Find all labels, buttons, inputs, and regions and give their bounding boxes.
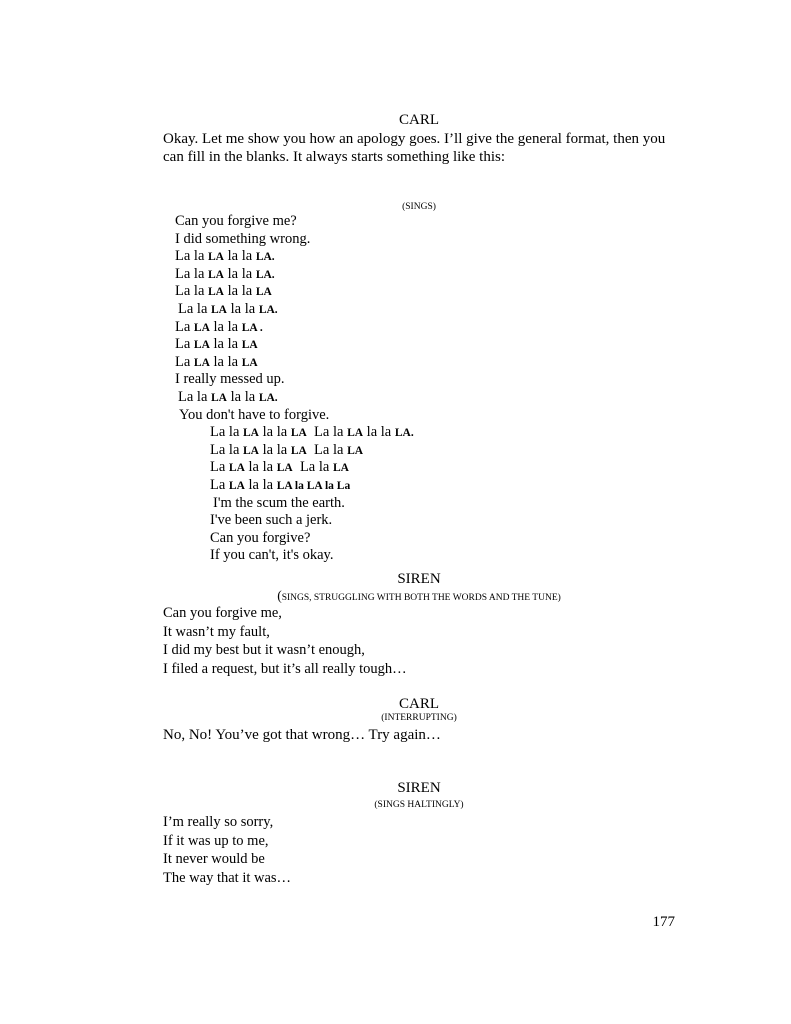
lyric-line: I’m really so sorry,: [163, 814, 274, 830]
lyric-line: [210, 459, 349, 477]
lyric-segment: You don't have to forgive.: [179, 406, 330, 423]
lyric-segment-bold: LA: [211, 304, 227, 316]
lyric-segment-bold: LA .: [241, 321, 263, 334]
speaker-siren-2: SIREN: [397, 780, 441, 796]
lyric-segment: La la: [210, 424, 244, 441]
speaker-carl-2: CARL: [398, 696, 439, 712]
lyric-segment: I really messed up.: [175, 371, 285, 388]
lyric-segment-bold: LA: [347, 427, 364, 440]
lyric-segment-bold: LA: [243, 444, 259, 457]
lyric-segment: la la: [209, 318, 242, 335]
dialogue-carl-interrupt: No, No! You’ve got that wrong… Try again…: [163, 727, 441, 743]
lyric-segment: la la: [209, 336, 242, 353]
lyric-segment: La la: [175, 248, 209, 265]
lyric-segment: la la: [224, 283, 256, 300]
lyric-segment-bold: LA: [276, 462, 293, 475]
lyric-line: [213, 495, 345, 512]
lyric-segment: La la: [175, 283, 209, 300]
lyric-segment-bold: LA: [255, 286, 272, 299]
lyric-line: [175, 283, 272, 301]
lyric-segment: La la: [175, 265, 209, 282]
lyric-segment: la la: [224, 248, 256, 265]
lyric-segment-bold: LA: [290, 444, 307, 457]
lyric-segment-bold: LA: [241, 356, 258, 369]
lyric-segment: La: [175, 318, 194, 335]
lyric-segment: la la: [224, 265, 256, 282]
lyric-line: [175, 319, 263, 337]
stage-direction-struggling: [163, 590, 675, 604]
lyric-line: Can you forgive me,: [163, 605, 282, 621]
lyric-segment-bold: LA: [193, 321, 210, 334]
direction-text: SINGS, STRUGGLING WITH BOTH THE WORDS AND THE TUNE): [281, 593, 561, 603]
lyric-segment: la la: [244, 459, 277, 476]
lyric-segment-bold: LA: [211, 392, 227, 404]
lyric-segment-bold: LA.: [255, 268, 275, 281]
lyric-segment: Can you forgive?: [210, 529, 311, 546]
lyric-segment: La la: [306, 441, 348, 458]
lyric-line: The way that it was…: [163, 869, 292, 886]
lyric-line: [175, 371, 285, 388]
lyric-segment: La la: [306, 424, 348, 441]
stage-direction-haltingly: (SINGS HALTINGLY): [374, 800, 464, 810]
lyric-segment-bold: LA: [208, 251, 224, 264]
lyric-segment: I'm the scum the earth.: [213, 494, 345, 511]
lyric-segment-bold: LA: [208, 286, 224, 299]
lyric-segment: Can you forgive me?: [175, 213, 297, 229]
lyric-line: [210, 512, 332, 529]
lyric-segment: La: [175, 353, 194, 370]
lyric-segment-bold: LA.: [258, 304, 278, 316]
lyric-line: [175, 266, 275, 284]
lyric-line: [175, 231, 310, 248]
lyric-segment: la la: [244, 477, 277, 493]
page-number: 177: [652, 914, 675, 930]
lyric-segment-bold: LA: [208, 268, 224, 281]
lyric-segment: la la: [227, 389, 259, 405]
lyric-segment: La la: [178, 389, 212, 405]
lyric-segment-bold: LA: [243, 427, 259, 440]
lyric-segment-bold: LA.: [394, 427, 414, 440]
lyric-line: [210, 424, 414, 442]
lyric-segment-bold: LA.: [255, 251, 275, 264]
lyric-line: It wasn’t my fault,: [163, 623, 270, 640]
lyric-segment: La: [175, 336, 194, 353]
lyric-segment-bold: LA: [347, 444, 364, 457]
lyric-segment: la la: [209, 353, 242, 370]
lyric-line: [175, 248, 275, 266]
lyric-segment: la la: [259, 424, 291, 441]
lyric-segment-bold: LA: [332, 462, 349, 475]
lyric-segment: La: [210, 477, 229, 493]
lyric-segment: La la: [210, 441, 244, 458]
lyric-segment-bold: LA: [241, 339, 258, 352]
lyric-segment-bold: LA: [193, 356, 210, 369]
lyric-segment: La la: [292, 459, 333, 476]
lyric-line: [210, 547, 333, 564]
lyric-segment: la la: [363, 424, 395, 441]
lyric-line: [210, 530, 310, 547]
lyric-segment-bold: LA: [290, 427, 307, 440]
stage-direction-interrupting: (INTERRUPTING): [381, 713, 457, 723]
lyric-segment: If you can't, it's okay.: [210, 547, 334, 564]
lyric-segment-bold: LA: [193, 339, 210, 352]
lyric-line: I did my best but it wasn’t enough,: [163, 642, 365, 658]
lyric-line: [210, 442, 363, 460]
lyric-segment: la la: [259, 441, 291, 458]
lyric-line: If it was up to me,: [163, 832, 269, 849]
lyric-line: [178, 389, 278, 407]
lyric-segment: La: [210, 459, 229, 476]
lyric-line: [175, 213, 297, 230]
speaker-carl: CARL: [398, 112, 439, 128]
dialogue-carl-intro: Okay. Let me show you how an apology goes. I’ll give the general format, then you can fill in the blanks. It always starts something like this:: [163, 131, 666, 165]
lyric-line: It never would be: [163, 851, 265, 867]
lyric-segment: I've been such a jerk.: [210, 512, 333, 529]
lyric-line: I filed a request, but it’s all really tough…: [163, 660, 407, 677]
direction-open-paren: (: [277, 588, 282, 603]
lyric-segment-bold: LA: [228, 462, 245, 475]
lyric-line: [175, 354, 258, 372]
stage-direction-sings: (SINGS): [402, 202, 436, 212]
lyric-segment: I did something wrong.: [175, 230, 311, 247]
lyric-line: [175, 336, 258, 354]
lyric-segment: La la: [178, 301, 212, 317]
lyric-segment-bold: LA.: [258, 392, 278, 404]
speaker-siren: SIREN: [397, 571, 441, 587]
lyric-line: [210, 477, 350, 495]
lyric-line: [178, 301, 278, 319]
lyric-segment: la la: [227, 301, 259, 317]
lyric-segment-bold: LA la LA la La: [276, 480, 351, 492]
lyric-line: [179, 407, 329, 424]
lyric-segment-bold: LA: [228, 480, 245, 492]
